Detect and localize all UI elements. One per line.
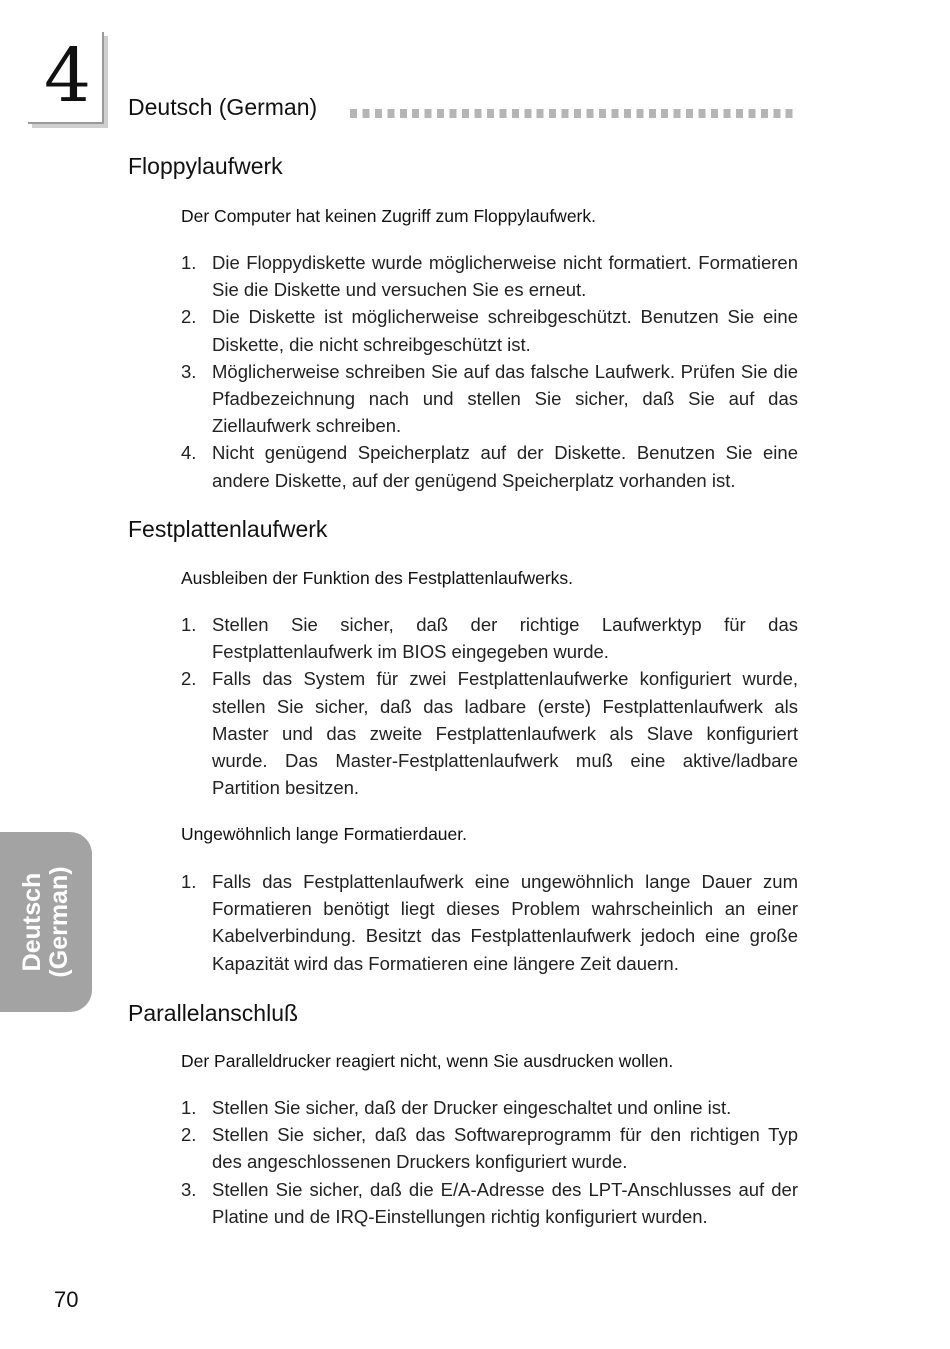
list-item-text: Die Diskette ist möglicherweise schreibgeschützt. Benutzen Sie eine Diskette, die nicht schreibgeschützt ist.: [212, 306, 798, 355]
list-item-text: Nicht genügend Speicherplatz auf der Diskette. Benutzen Sie eine andere Diskette, auf der genügend Speicherplatz vorhanden ist.: [212, 442, 798, 491]
harddisk-list: [181, 611, 798, 801]
list-item-number: 3.: [181, 1178, 197, 1200]
language-side-tab-label: [19, 866, 73, 977]
list-item-text: Stellen Sie sicher, daß das Softwareprogramm für den richtigen Typ des angeschlossenen Druckers konfiguriert wurde.: [212, 1124, 798, 1173]
list-item-text: Falls das Festplattenlaufwerk eine ungewöhnlich lange Dauer zum Formatieren benötigt liegt dieses Problem wahrscheinlich an einer Kabelverbindung. Besitzt das Festplattenlaufwerk jedoch eine große Kapazität wird das Formatieren eine längere Zeit dauern.: [212, 871, 798, 974]
subsection-heading: Ausbleiben der Funktion des Festplattenlaufwerks.: [181, 568, 574, 588]
list-item: [181, 358, 798, 440]
list-item-number: 4.: [181, 442, 197, 464]
parallel-list: [181, 1094, 798, 1230]
subsection-heading: Ungewöhnlich lange Formatierdauer.: [181, 824, 467, 844]
list-item: [181, 665, 798, 801]
page-number: 70: [54, 1287, 79, 1312]
section-title-harddisk: Festplattenlaufwerk: [128, 516, 328, 542]
list-item: [181, 303, 798, 357]
list-item-text: Stellen Sie sicher, daß der richtige Laufwerktyp für das Festplattenlaufwerk im BIOS eingegeben wurde.: [212, 614, 798, 663]
list-item: [181, 1094, 798, 1121]
list-item-number: 1.: [181, 614, 197, 635]
list-item: [181, 868, 798, 977]
list-item-number: 1.: [181, 252, 197, 273]
floppy-list: [181, 249, 798, 494]
chapter-number: 4: [44, 33, 92, 119]
format-duration-list: [181, 868, 798, 977]
list-item-text: Die Floppydiskette wurde möglicherweise nicht formatiert. Formatieren Sie die Diskette und versuchen Sie es erneut.: [212, 252, 798, 301]
side-tab-line2: (German): [45, 866, 73, 978]
list-item-text: Falls das System für zwei Festplattenlaufwerke konfiguriert wurde, stellen Sie sicher, daß das ladbare (erste) Festplattenlaufwerk als Master und das zweite Festplattenlaufwerk als Slave konfiguriert wurde. Das Master-Festplattenlaufwerk muß eine aktive/ladbare Partition besitzen.: [212, 668, 798, 799]
list-item-number: 1.: [181, 1097, 197, 1118]
list-item-number: 2.: [181, 1124, 197, 1146]
section-title-floppy: Floppylaufwerk: [128, 153, 283, 179]
header-dotted-rule: [350, 109, 798, 118]
list-item-text: Möglicherweise schreiben Sie auf das falsche Laufwerk. Prüfen Sie die Pfadbezeichnung nach und stellen Sie sicher, daß Sie auf das Ziellaufwerk schreiben.: [212, 360, 798, 437]
side-tab-line1: Deutsch: [18, 872, 46, 972]
list-item-number: 2.: [181, 306, 197, 328]
list-item-number: 1.: [181, 871, 197, 892]
list-item: [181, 1176, 798, 1230]
list-item: [181, 249, 798, 303]
list-item: [181, 439, 798, 493]
list-item-number: 3.: [181, 360, 197, 382]
header-title: Deutsch (German): [128, 94, 318, 120]
list-item-text: Stellen Sie sicher, daß der Drucker eingeschaltet und online ist.: [212, 1097, 732, 1118]
list-item: [181, 1121, 798, 1175]
list-item-text: Stellen Sie sicher, daß die E/A-Adresse des LPT-Anschlusses auf der Platine und de IRQ-Einstellungen richtig konfiguriert wurden.: [212, 1178, 798, 1227]
subsection-heading: Der Paralleldrucker reagiert nicht, wenn Sie ausdrucken wollen.: [181, 1051, 674, 1071]
section-title-parallel: Parallelanschluß: [128, 1000, 299, 1026]
list-item: [181, 611, 798, 665]
list-item-number: 2.: [181, 668, 197, 690]
subsection-heading: Der Computer hat keinen Zugriff zum Floppylaufwerk.: [181, 206, 596, 226]
